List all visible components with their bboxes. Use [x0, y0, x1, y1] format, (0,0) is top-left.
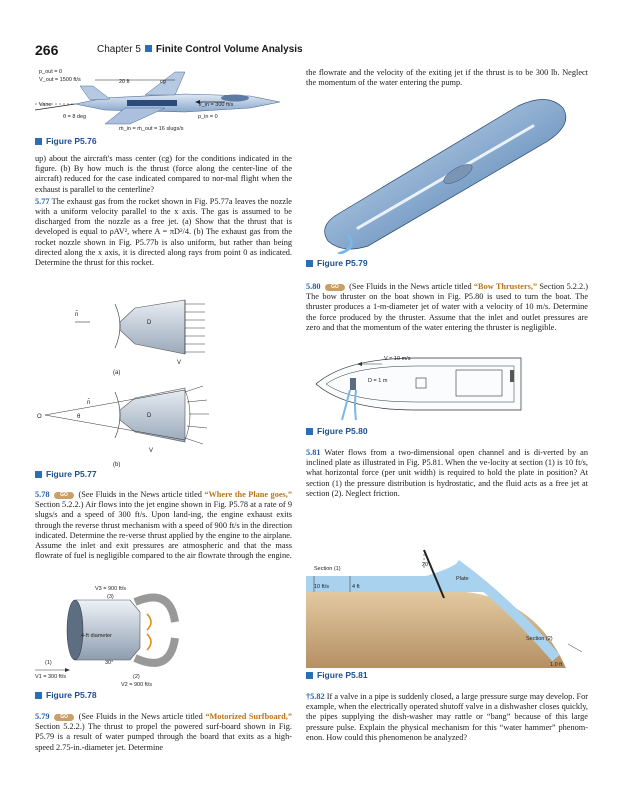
- caption-text: Figure P5.77: [46, 469, 97, 479]
- figure-p5-77: [35, 292, 235, 470]
- s2-label: (2): [133, 674, 140, 680]
- chapter-label: Chapter 5: [97, 44, 141, 55]
- diameter-label: 4-ft diameter: [81, 633, 112, 639]
- caption-p5-76: [35, 136, 97, 146]
- left-text-block-1: [35, 154, 292, 268]
- square-icon: [145, 45, 152, 52]
- caption-text: Figure P5.80: [317, 426, 368, 436]
- section2-label: Section (2): [526, 636, 553, 642]
- figure-p5-78: [35, 582, 195, 688]
- continued-paragraph: up) about the aircraft's mass center (cg) for the conditions indicated in the figure. (b) By how much is the thrust (force along the center-line of the aircraft) reduced for the case indicated compared to nor-mal flight when the exhaust is parallel to the centerline?: [35, 154, 292, 194]
- news-prefix: (See Fluids in the News article titled: [78, 712, 203, 721]
- mdot-label: ṁ_in = ṁ_out = 16 slugs/s: [119, 126, 184, 132]
- problem-5-82: [306, 692, 588, 743]
- height2-label: 1.0 ft: [550, 662, 563, 668]
- d-b-label: D: [147, 413, 152, 419]
- v-b-label: V: [149, 448, 154, 454]
- problem-text: Section 5.2.2.) Air flows into the jet engine shown in Fig. P5.78 at a rate of 9 slugs/s and a speed of 300 ft/s. Upon land-ing, the engine exhaust exits through the reverse thrust mechanism with a speed of 900 ft/s in the direction indicated. Determine the re-verse thrust applied by the engine to the airplane. Assume the inlet and exit pressures are atmospheric and that the mass flowrate of fuel is negligible compared to the air flowrate through the engine.: [35, 500, 292, 561]
- v1-label: V1 = 300 ft/s: [35, 674, 67, 680]
- page-number: 266: [35, 42, 59, 58]
- problem-5-78: [35, 490, 292, 561]
- caption-p5-81: [306, 670, 368, 680]
- height-label: 4 ft: [352, 584, 360, 590]
- figure-p5-81: [306, 540, 596, 668]
- square-icon: [35, 138, 42, 145]
- problem-5-80: [306, 282, 588, 333]
- p-in-label: p_in = 0: [198, 114, 218, 120]
- v-label: V = 10 m/s: [384, 356, 411, 362]
- caption-text: Figure P5.79: [317, 258, 368, 268]
- s3-label: (3): [107, 594, 114, 600]
- problem-text: Section 5.2.2.) The bow thruster on the boat shown in Fig. P5.80 is used to turn the boat. The thruster produces a 1-m-diameter jet of water with a velocity of 10 m/s. Determine the force produced by the thruster. Assume that the inlet and outlet pressures are zero and that the momentum of the water entering the thruster is negligible.: [306, 282, 589, 332]
- plate-label: Plate: [456, 576, 469, 582]
- v2-label: V2 = 900 ft/s: [121, 682, 153, 688]
- s1-label: (1): [45, 660, 52, 666]
- news-title: “Bow Thrusters,”: [473, 282, 538, 291]
- go-badge-icon: GO: [325, 284, 345, 291]
- page-header: [35, 42, 595, 62]
- problem-text: The exhaust gas from the rocket shown in Fig. P5.77a leaves the nozzle with a uniform velocity parallel to the x axis. The gas is assumed to be discharged from the nozzle as a free jet. (a) Show that the thrust that is developed is equal to ρAV², where A = πD²/4. (b) The exhaust gas from the rocket nozzle shown in Fig. P5.77b is also uniform, but rather than being directed along the x axis, it is directed along rays from point 0 as indicated. Determine the thrust for this rocket.: [35, 196, 292, 268]
- chapter-title: Finite Control Volume Analysis: [155, 44, 303, 55]
- section1-label: Section (1): [314, 566, 341, 572]
- velocity-label: 10 ft/s: [314, 584, 329, 590]
- caption-p5-80: [306, 426, 368, 436]
- problem-number: 5.81: [306, 448, 321, 457]
- square-icon: [35, 471, 42, 478]
- problem-number: †5.82: [306, 692, 325, 701]
- n-b-label: n̂: [87, 400, 91, 406]
- news-prefix: (See Fluids in the News article titled: [78, 490, 202, 499]
- right-continued: [306, 68, 588, 88]
- problem-5-81: [306, 448, 588, 499]
- square-icon: [306, 428, 313, 435]
- running-head: [97, 44, 303, 55]
- angle-label: 20°: [422, 562, 431, 568]
- o-label: O: [37, 414, 42, 420]
- square-icon: [306, 260, 313, 267]
- cg-label: cg: [160, 79, 166, 85]
- figure-p5-79: [318, 96, 578, 254]
- problem-text: If a valve in a pipe is suddenly closed, a large pressure surge may develop. For example, when the electrically operated shutoff valve in a dishwasher closes quickly, the pipes supplying the dish-washer may rattle or “bang” because of this large pressure pulse. Explain the physical mechanism for this “water hammer” phenom-enon. How could this phenomenon be analyzed?: [306, 692, 588, 742]
- figure-p5-76: [35, 64, 285, 134]
- d-label: D: [147, 320, 152, 326]
- continued-paragraph: the flowrate and the velocity of the exiting jet if the thrust is to be 300 lb. Neglect the momentum of the water entering the pump.: [306, 68, 588, 88]
- caption-p5-77: [35, 469, 97, 479]
- n-label: n̂: [75, 312, 79, 318]
- v-in-label: V_in = 300 ft/s: [198, 102, 234, 108]
- square-icon: [35, 692, 42, 699]
- vane-label: Vane: [39, 102, 52, 108]
- p-out-label: p_out = 0: [39, 69, 63, 75]
- angle-label: 30°: [105, 660, 114, 666]
- news-title: “Where the Plane goes,”: [204, 490, 292, 499]
- caption-p5-78: [35, 690, 97, 700]
- problem-number: 5.80: [306, 282, 321, 291]
- caption-text: Figure P5.81: [317, 670, 368, 680]
- news-prefix: (See Fluids in the News article titled: [349, 282, 472, 291]
- caption-p5-79: [306, 258, 368, 268]
- go-badge-icon: GO: [54, 714, 74, 721]
- caption-text: Figure P5.78: [46, 690, 97, 700]
- problem-5-79: [35, 712, 292, 753]
- caption-text: Figure P5.76: [46, 136, 97, 146]
- d-label: D = 1 m: [368, 378, 388, 384]
- problem-number: 5.77: [35, 196, 50, 206]
- v3-label: V3 = 900 ft/s: [95, 586, 127, 592]
- problem-5-77: [35, 197, 292, 268]
- problem-number: 5.79: [35, 712, 50, 721]
- go-badge-icon: GO: [54, 492, 74, 499]
- problem-text: Section 5.2.2.) The thrust to propel the powered surf-board shown in Fig. P5.79 is a result of water pumped through the board that exits as a high-speed 2.75-in.-diameter jet. Determine: [35, 722, 292, 752]
- theta-label: θ = 8 deg: [63, 114, 87, 120]
- problem-text: Water flows from a two-dimensional open channel and is di-verted by an inclined plate as illustrated in Fig. P5.81. When the ve-locity at section (1) is 10 ft/s, what horizontal force (per unit width) is required to hold the plate in position? At section (1) the pressure distribution is hydrostatic, and the fluid acts as a free jet at section (2). Neglect friction.: [306, 448, 588, 498]
- dist-label: 20 ft: [119, 79, 130, 85]
- square-icon: [306, 672, 313, 679]
- figure-p5-80: [306, 350, 536, 422]
- b-label: (b): [113, 462, 121, 468]
- v-out-label: V_out = 1500 ft/s: [39, 77, 81, 83]
- news-title: “Motorized Surfboard,”: [205, 712, 292, 721]
- v-label: V: [177, 360, 182, 366]
- problem-number: 5.78: [35, 490, 50, 499]
- theta-b-label: θ: [77, 414, 81, 420]
- a-label: (a): [113, 370, 121, 376]
